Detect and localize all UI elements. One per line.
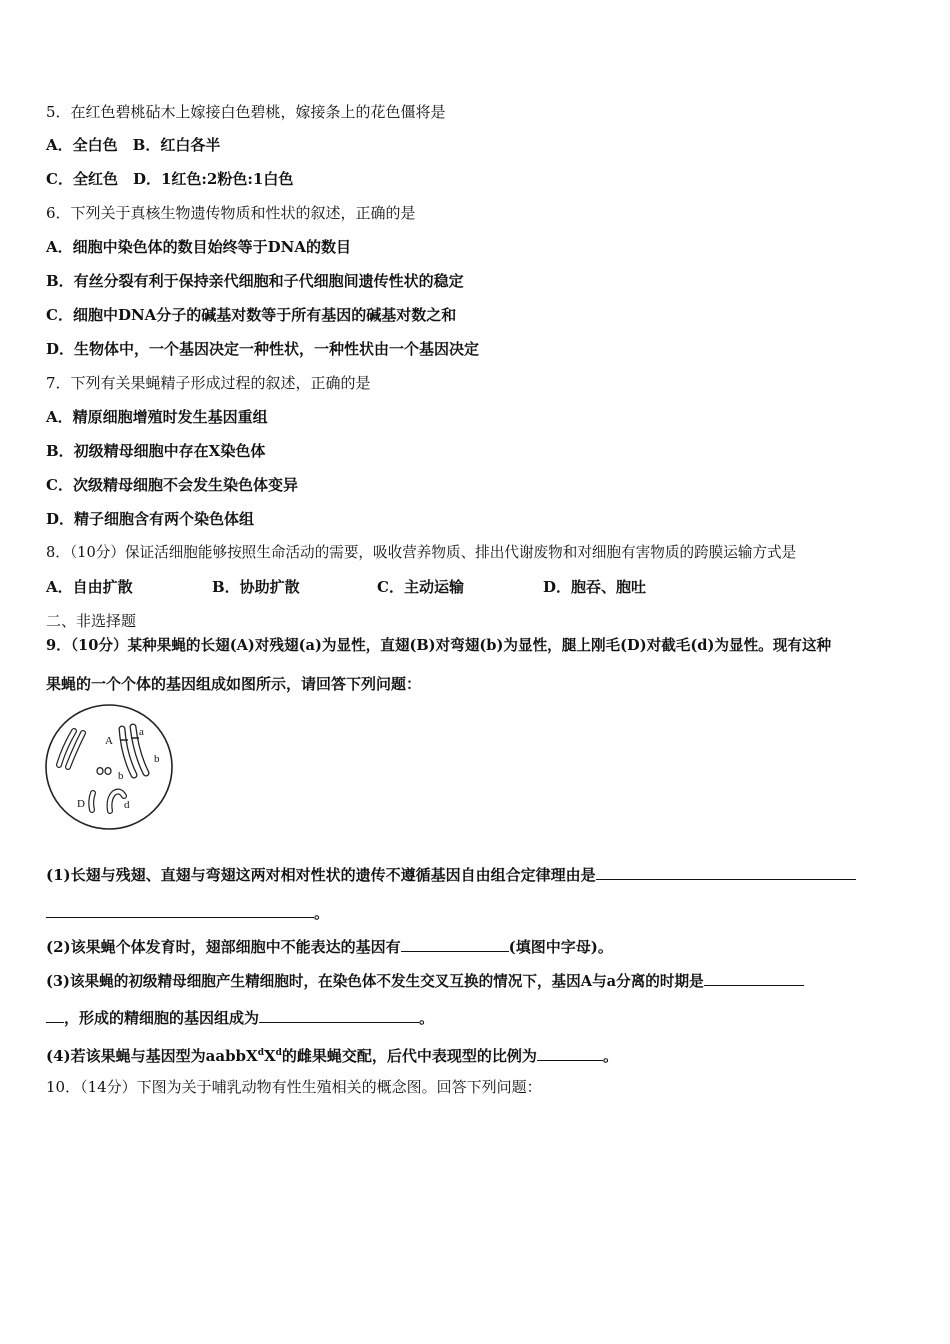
q7-option-a: A．精原细胞增殖时发生基因重组 [46,408,268,426]
q8-stem: 8．（10分）保证活细胞能够按照生命活动的需要，吸收营养物质、排出代谢废物和对细胞有害物质的跨膜运输方式是 [46,544,797,561]
q9-stem-line2: 果蝇的一个个体的基因组成如图所示，请回答下列问题： [46,675,422,693]
q9-part3-cont [46,1008,434,1028]
q8-option-b: B．协助扩散 [212,578,300,596]
q9-part1-end: 。 [314,904,330,922]
label-D: D [77,798,85,810]
q7-option-b: B．初级精母细胞中存在X染色体 [46,442,266,460]
q9-part4-end: 。 [602,1047,618,1065]
label-b-right: b [154,753,160,765]
label-a: a [139,726,144,738]
label-b-left: b [118,770,124,782]
q9-part4-blank[interactable] [537,1046,603,1061]
q5-options-row2: C．全红色 D．1红色:2粉色:1白色 [46,170,294,188]
q8-option-d: D．胞吞、胞吐 [543,578,647,596]
q5-stem: 5．在红色碧桃砧木上嫁接白色碧桃，嫁接条上的花色僵将是 [46,103,446,121]
section-heading: 二、非选择题 [46,612,137,630]
q7-option-d: D．精子细胞含有两个染色体组 [46,510,255,528]
q7-stem: 7．下列有关果蝇精子形成过程的叙述，正确的是 [46,374,371,392]
q9-part3-end: 。 [419,1009,435,1027]
chromosome-dot-1 [97,768,103,775]
q9-part3-text2: ，形成的精细胞的基因组成为 [64,1009,260,1027]
q9-part4-text2: 的雌果蝇交配，后代中表现型的比例为 [281,1047,537,1065]
q6-option-b: B．有丝分裂有利于保持亲代细胞和子代细胞间遗传性状的稳定 [46,272,464,290]
q9-part4-sup1: d [257,1048,264,1058]
q8-option-a: A．自由扩散 [46,578,133,596]
q6-option-a: A．细胞中染色体的数目始终等于DNA的数目 [46,238,351,256]
q9-part4-sup2: d [275,1048,282,1058]
q9-part4-text: (4)若该果蝇与基因型为aabbX [46,1047,258,1065]
q6-option-c: C．细胞中DNA分子的碱基对数等于所有基因的碱基对数之和 [46,306,457,324]
chromosome-cell-figure [44,703,176,833]
q9-part3-blank-a[interactable] [704,971,804,986]
q9-part4-x: X [263,1047,276,1065]
q9-part2-end: (填图中字母)。 [508,938,613,956]
q9-part4 [46,1043,618,1066]
q9-part3 [46,971,804,992]
q9-part2-blank[interactable] [401,937,509,952]
q9-part1-blank-a[interactable] [596,865,856,880]
q10-stem: 10．（14分）下图为关于哺乳动物有性生殖相关的概念图。回答下列问题： [46,1078,542,1096]
label-A: A [105,735,113,747]
q9-part1 [46,865,856,885]
q5-options-row1: A．全白色 B．红白各半 [46,136,221,154]
q9-part3-text: (3)该果蝇的初级精母细胞产生精细胞时，在染色体不发生交叉互换的情况下，基因A与a分离的时期是 [46,973,704,990]
chromosome-dot-2 [105,768,111,775]
q8-options [46,577,646,597]
q9-part2-text: (2)该果蝇个体发育时，翅部细胞中不能表达的基因有 [46,938,401,956]
q8-option-c: C．主动运输 [377,578,464,596]
q9-part1-cont [46,903,329,923]
q9-part2 [46,937,613,957]
q7-option-c: C．次级精母细胞不会发生染色体变异 [46,476,298,494]
q9-part3-blank-a2[interactable] [46,1008,64,1023]
q9-stem-line1: 9．（10分）某种果蝇的长翅(A)对残翅(a)为显性，直翅(B)对弯翅(b)为显性，腿上刚毛(D)对截毛(d)为显性。现有这种 [46,637,832,654]
q6-option-d: D．生物体中，一个基因决定一种性状，一种性状由一个基因决定 [46,340,480,358]
label-d: d [124,799,130,811]
q9-part1-blank-b[interactable] [46,903,314,918]
q9-part3-blank-b[interactable] [259,1008,419,1023]
q6-stem: 6．下列关于真核生物遗传物质和性状的叙述，正确的是 [46,204,416,222]
q9-part1-text: (1)长翅与残翅、直翅与弯翅这两对相对性状的遗传不遵循基因自由组合定律理由是 [46,866,596,884]
